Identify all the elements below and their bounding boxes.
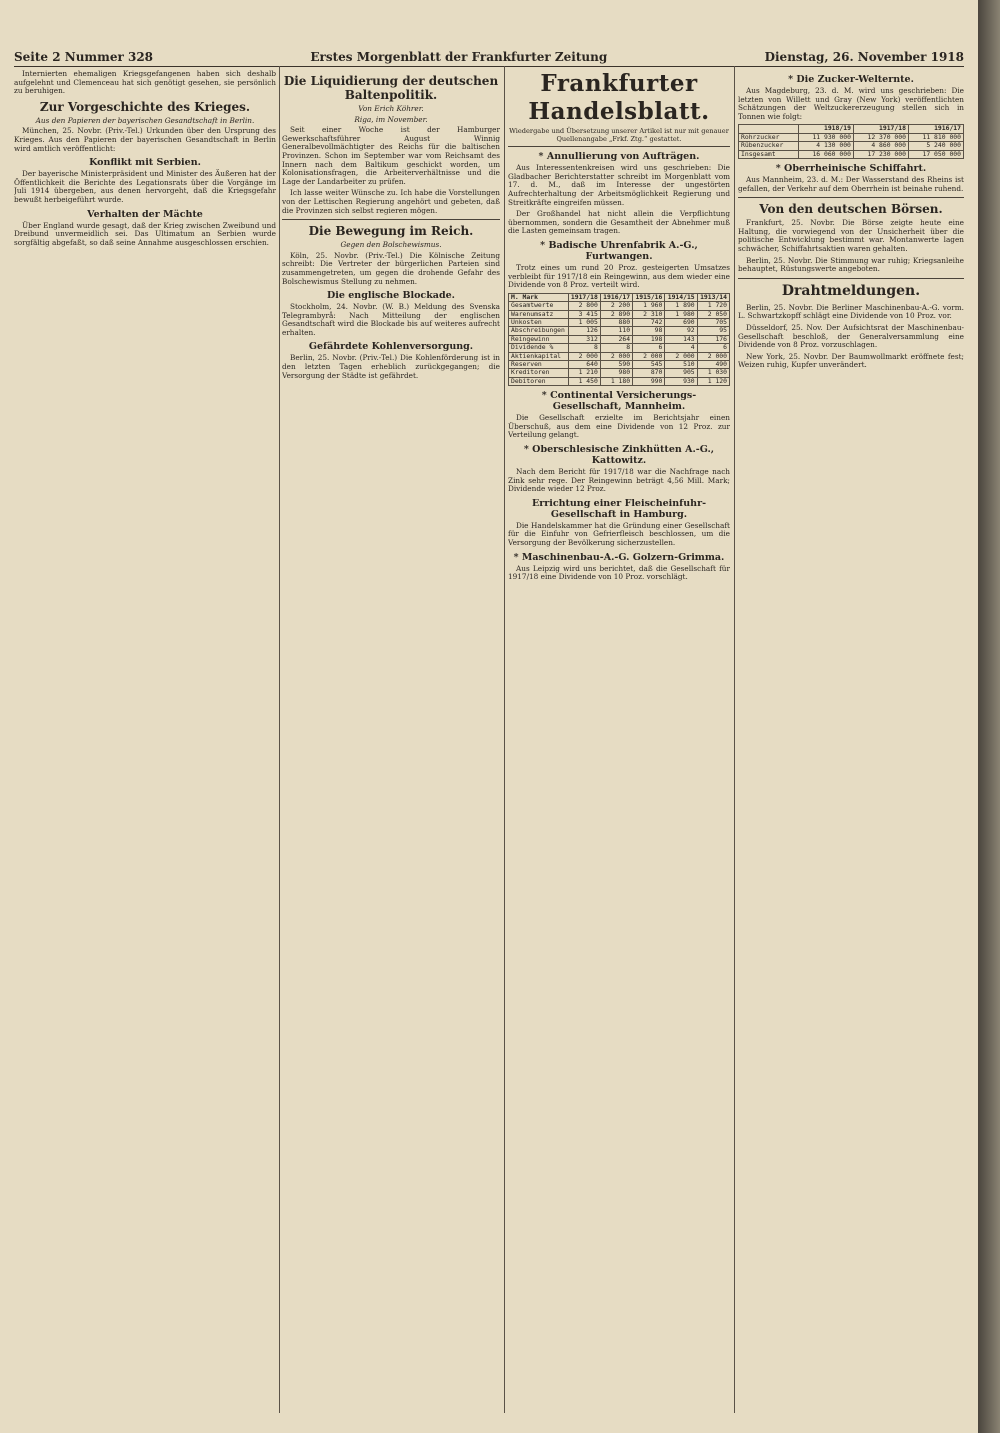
table-cell: 92 [665,327,697,335]
table-cell: 11 930 000 [798,133,853,141]
section-heading: * Oberrheinische Schiffahrt. [775,163,927,174]
table-cell: 705 [697,318,729,326]
table-header-cell: 1915/16 [633,293,665,301]
table-cell: Rübenzucker [739,142,799,150]
edition-title: Erstes Morgenblatt der Frankfurter Zeitung [310,50,608,64]
byline: Von Erich Köhrer. [358,104,424,113]
paragraph: Berlin, 25. Novbr. (Priv.-Tel.) Die Kohlenförderung ist in den letzten Tagen erheblich zurückgegangen; die Versorgung der Städte ist gefährdet. [282,353,500,380]
paragraph: Aus Magdeburg, 23. d. M. wird uns geschrieben: Die letzten von Willett und Gray (New York) veröffentlichten Schätzungen der Weltzuckererzeugung stellen sich in Tonnen wie folgt: [738,86,964,121]
paragraph: Ich lasse weiter Wünsche zu. Ich habe die Vorstellungen von der Lettischen Regierung angehört und gebeten, daß die Provinzen sich selbst regieren mögen. [282,188,500,215]
table-cell: 98 [633,327,665,335]
paragraph: Berlin, 25. Novbr. Die Stimmung war ruhig; Kriegsanleihe behauptet, Rüstungswerte angeboten. [738,255,964,274]
paragraph: Düsseldorf, 25. Nov. Der Aufsichtsrat der Maschinenbau-Gesellschaft beschloß, der Generalversammlung eine Dividende von 8 Proz. vorzuschlagen. [738,322,964,350]
section-heading: Errichtung einer Fleischeinfuhr-Gesellschaft in Hamburg. [531,497,707,520]
sugar-table [738,124,964,159]
table-header-cell: M. Mark [509,293,569,301]
section-masthead: Frankfurter Handelsblatt. [528,70,710,125]
paragraph: Der Großhandel hat nicht allein die Verpflichtung übernommen, sondern die Gesamtheit der Abnehmer muß die Lasten gemeinsam tragen. [508,209,730,236]
paragraph: Trotz eines um rund 20 Proz. gesteigerten Umsatzes verbleibt für 1917/18 ein Reingewinn, aus dem wieder eine Dividende von 8 Proz. verteilt wird. [508,262,730,290]
column-politics [14,70,276,1413]
paragraph: Aus Interessentenkreisen wird uns geschrieben: Die Gladbacher Berichterstatter schreibt im Morgenblatt vom 17. d. M., daß im Interesse der ungestörten Aufrechterhaltung der Arbeitsmöglichkeit Regierung und Streitkräfte eingreifen müssen. [508,163,730,207]
table-cell: 2 200 [600,302,632,310]
table-cell: Insgesamt [739,150,799,158]
table-cell: 1 120 [697,377,729,385]
table-cell: 4 [665,344,697,352]
paragraph: München, 25. Novbr. (Priv.-Tel.) Urkunden über den Ursprung des Krieges. Aus den Papieren der bayerischen Gesandtschaft in Berlin wird amtlich veröffentlicht: [14,126,276,153]
table-cell: 1 030 [697,369,729,377]
table-cell: 6 [697,344,729,352]
table-header-cell: 1914/15 [665,293,697,301]
divider [282,219,500,220]
paragraph: Aus Mannheim, 23. d. M.: Der Wasserstand des Rheins ist gefallen, der Verkehr auf dem Oberrhein ist beinahe ruhend. [738,175,964,193]
table-cell: 6 [633,344,665,352]
paragraph: Der bayerische Ministerpräsident und Minister des Äußeren hat der Öffentlichkeit die Berichte des Legationsrats über die Vorgänge im Juli 1914 übergeben, aus denen hervorgeht, daß die Kriegsgefahr bewußt herbeigeführt wurde. [14,169,276,204]
table-cell: 8 [568,344,600,352]
section-heading: * Badische Uhrenfabrik A.-G., Furtwangen. [540,239,698,262]
table-row [739,150,964,158]
paragraph: Köln, 25. Novbr. (Priv.-Tel.) Die Kölnische Zeitung schreibt: Die Vertreter der bürgerlichen Parteien sind zusammengetreten, um gegen die drohende Gefahr des Bolschewismus Stellung zu nehmen. [282,250,500,286]
paragraph: Aus Leipzig wird uns berichtet, daß die Gesellschaft für 1917/18 eine Dividende von 10 Proz. vorschlägt. [508,563,730,582]
table-cell: 880 [600,318,632,326]
article-heading: Die Liquidierung der deutschen Baltenpolitik. [283,74,499,102]
table-cell: 640 [568,360,600,368]
table-cell: 1 005 [568,318,600,326]
table-cell: 905 [665,369,697,377]
table-cell: 4 130 000 [798,142,853,150]
table-cell: 2 000 [633,352,665,360]
paragraph: New York, 25. Novbr. Der Baumwollmarkt eröffnete fest; Weizen ruhig, Kupfer unverändert. [738,351,964,370]
table-cell: 1 890 [665,302,697,310]
table-cell: 3 415 [568,310,600,318]
section-heading: Verhalten der Mächte [87,208,203,220]
table-cell: 590 [600,360,632,368]
column-handelsblatt [508,70,730,1413]
column-baltic [282,70,500,1413]
table-cell: 2 310 [633,310,665,318]
table-cell: 126 [568,327,600,335]
reprint-note: Wiedergabe und Übersetzung unserer Artikel ist nur mit genauer Quellenangabe „Frkf. Ztg.“ gestattet. [508,128,730,147]
table-cell: Abschreibungen [509,327,569,335]
table-cell: 4 860 000 [853,142,908,150]
table-cell: Kreditoren [509,369,569,377]
table-cell: 742 [633,318,665,326]
table-cell: 2 000 [568,352,600,360]
table-cell: Unkosten [509,318,569,326]
table-cell: 2 000 [697,352,729,360]
table-header-cell: 1916/17 [908,125,963,133]
table-cell: 2 800 [568,302,600,310]
table-cell: 95 [697,327,729,335]
page-edge [978,0,1000,1433]
article-subheading: Gegen den Bolschewismus. [340,240,442,250]
column-divider [504,66,505,1413]
paragraph: Berlin, 25. Novbr. Die Berliner Maschinenbau-A.-G. vorm. L. Schwartzkopff schlägt eine Dividende von 10 Proz. vor. [738,302,964,321]
section-heading: Von den deutschen Börsen. [759,202,943,217]
table-cell: Warenumsatz [509,310,569,318]
page-header [14,44,964,67]
issue-date: Dienstag, 26. November 1918 [764,50,964,64]
table-cell: Reserven [509,360,569,368]
table-cell: 1 180 [600,377,632,385]
paragraph: Über England wurde gesagt, daß der Krieg zwischen Zweibund und Dreibund unvermeidlich sei. Das Ultimatum an Serbien wurde sorgfältig abgefaßt, so daß seine Annahme ausgeschlossen erschien. [14,220,276,247]
table-cell: 2 890 [600,310,632,318]
table-header-cell: 1917/18 [568,293,600,301]
table-cell: 8 [600,344,632,352]
table-row [509,302,730,310]
dateline: Riga, im November. [354,114,428,124]
table-cell: 1 980 [665,310,697,318]
table-cell: 16 060 000 [798,150,853,158]
column-divider [279,66,280,1413]
table-cell: 1 720 [697,302,729,310]
section-heading: Gefährdete Kohlenversorgung. [308,341,474,353]
table-cell: 510 [665,360,697,368]
table-cell: 5 240 000 [908,142,963,150]
table-cell: 110 [600,327,632,335]
section-heading: Die englische Blockade. [327,290,455,302]
balance-table [508,293,730,386]
table-cell: 490 [697,360,729,368]
section-heading: * Die Zucker-Welternte. [788,74,914,85]
table-header-cell: 1913/14 [697,293,729,301]
article-subheading: Aus den Papieren der bayerischen Gesandtschaft in Berlin. [35,115,255,125]
table-cell: Debitoren [509,377,569,385]
table-cell: 690 [665,318,697,326]
table-cell: 312 [568,335,600,343]
paragraph: Seit einer Woche ist der Hamburger Gewerkschaftsführer August Winnig Generalbevollmächtigter des Reichs für die baltischen Provinzen. Schon im September war vom Reichsamt des Innern nach dem Baltikum geschickt worden, um Kolonisationsfragen, die Arbeiterverhältnisse und die Lage der Landarbeiter zu prüfen. [282,125,500,186]
table-header-cell: 1917/18 [853,125,908,133]
article-heading: Die Bewegung im Reich. [308,224,474,239]
table-cell: 2 000 [665,352,697,360]
table-cell: 545 [633,360,665,368]
table-cell: 1 210 [568,369,600,377]
table-cell: 1 450 [568,377,600,385]
table-cell: 930 [665,377,697,385]
table-cell: 11 810 000 [908,133,963,141]
table-cell: Aktienkapital [509,352,569,360]
table-cell: 980 [600,369,632,377]
paragraph: Nach dem Bericht für 1917/18 war die Nachfrage nach Zink sehr rege. Der Reingewinn beträgt 4,56 Mill. Mark; Dividende wieder 12 Proz. [508,466,730,494]
section-heading: Konflikt mit Serbien. [89,157,201,169]
table-cell: 17 050 000 [908,150,963,158]
table-cell: 2 050 [697,310,729,318]
table-cell: Reingewinn [509,335,569,343]
table-cell: 198 [633,335,665,343]
table-row [509,327,730,335]
paragraph: Die Handelskammer hat die Gründung einer Gesellschaft für die Einfuhr von Gefrierfleisch beschlossen, um die Versorgung der Bevölkerung sicherzustellen. [508,520,730,547]
page-number: Seite 2 Nummer 328 [14,50,154,64]
intro-paragraph: Internierten ehemaligen Kriegsgefangenen haben sich deshalb aufgelehnt und Clemenceau hat sich genötigt gesehen, sie persönlich zu beruhigen. [14,70,276,96]
section-heading: * Annullierung von Aufträgen. [538,151,700,163]
table-cell: 1 960 [633,302,665,310]
table-cell: Gesamtwerte [509,302,569,310]
table-cell: 990 [633,377,665,385]
section-heading: * Continental Versicherungs-Gesellschaft, Mannheim. [541,390,697,413]
column-divider [734,66,735,1413]
divider [738,197,964,198]
paragraph: Stockholm, 24. Novbr. (W. B.) Meldung des Svenska Telegrambyrå: Nach Mitteilung der englischen Gesandtschaft wird die Blockade bis auf weiteres aufrecht erhalten. [282,302,500,337]
section-heading: * Maschinenbau-A.-G. Golzern-Grimma. [513,551,725,563]
paragraph: Frankfurt, 25. Novbr. Die Börse zeigte heute eine Haltung, die vorwiegend von der Unsicherheit über die politische Entwicklung bestimmt war. Montanwerte lagen schwächer, Schiffahrtsaktien waren gehalten. [738,218,964,253]
table-header-cell: 1916/17 [600,293,632,301]
table-cell: 143 [665,335,697,343]
table-cell: 870 [633,369,665,377]
column-markets [738,70,964,1413]
article-heading: Zur Vorgeschichte des Krieges. [39,99,251,114]
paragraph: Die Gesellschaft erzielte im Berichtsjahr einen Überschuß, aus dem eine Dividende von 12 Proz. zur Verteilung gelangt. [508,413,730,440]
table-cell: Dividende % [509,344,569,352]
divider [738,278,964,279]
table-header-cell: 1918/19 [798,125,853,133]
table-row [509,377,730,385]
table-cell: 264 [600,335,632,343]
table-row [739,142,964,150]
table-cell: 2 000 [600,352,632,360]
table-cell: Rohrzucker [739,133,799,141]
section-heading: Drahtmeldungen. [781,282,921,299]
table-cell: 17 230 000 [853,150,908,158]
section-heading: * Oberschlesische Zinkhütten A.-G., Kattowitz. [523,443,715,466]
table-cell: 12 370 000 [853,133,908,141]
table-row [509,344,730,352]
table-cell: 176 [697,335,729,343]
